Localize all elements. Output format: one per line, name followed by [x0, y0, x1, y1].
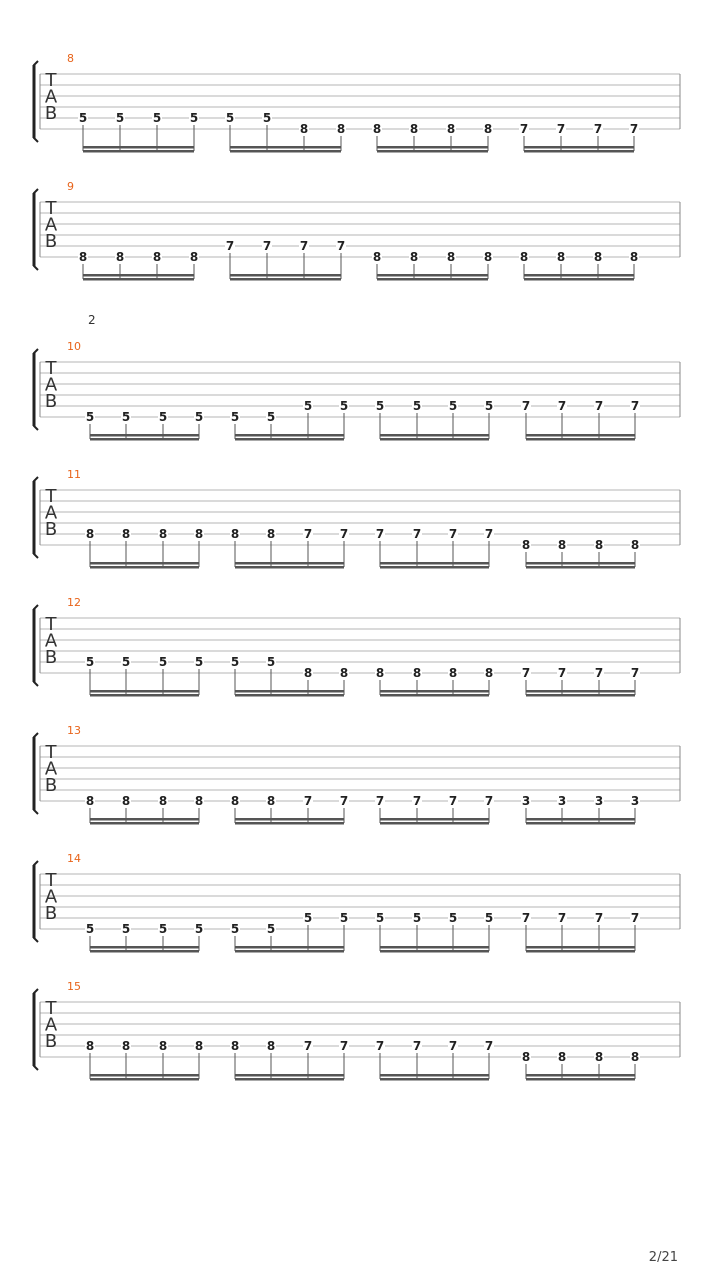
- beam-primary: [380, 818, 489, 821]
- fret-number: 8: [521, 538, 531, 552]
- fret-number: 7: [556, 122, 566, 136]
- beam-secondary: [380, 694, 489, 697]
- tab-clef-letter: T: [45, 486, 57, 507]
- fret-number: 8: [78, 250, 88, 264]
- beam-secondary: [90, 566, 199, 569]
- beam-secondary: [380, 822, 489, 825]
- fret-number: 7: [448, 527, 458, 541]
- fret-number: 7: [303, 794, 313, 808]
- fret-number: 5: [303, 911, 313, 925]
- fret-number: 5: [194, 655, 204, 669]
- fret-number: 8: [85, 527, 95, 541]
- fret-number: 5: [194, 410, 204, 424]
- fret-number: 5: [412, 911, 422, 925]
- fret-number: 5: [448, 399, 458, 413]
- fret-number: 5: [158, 655, 168, 669]
- tab-clef-letter: A: [44, 630, 58, 652]
- tab-clef-letter: B: [44, 647, 58, 668]
- tab-clef-letter: T: [45, 198, 57, 219]
- fret-number: 5: [85, 410, 95, 424]
- beam-primary: [380, 690, 489, 693]
- fret-number: 5: [262, 111, 272, 125]
- fret-number: 7: [448, 794, 458, 808]
- fret-number: 7: [375, 1039, 385, 1053]
- fret-number: 7: [484, 794, 494, 808]
- beam-secondary: [235, 1078, 344, 1081]
- fret-number: 5: [230, 410, 240, 424]
- beam-secondary: [526, 1078, 635, 1081]
- fret-number: 7: [225, 239, 235, 253]
- beam-primary: [230, 146, 341, 149]
- fret-number: 8: [629, 250, 639, 264]
- tab-clef-letter: B: [44, 775, 58, 796]
- fret-number: 7: [303, 527, 313, 541]
- beam-primary: [377, 146, 488, 149]
- beam-primary: [90, 434, 199, 437]
- measure-number: 8: [67, 52, 74, 65]
- tab-clef-letter: A: [44, 214, 58, 236]
- fret-number: 8: [158, 527, 168, 541]
- fret-number: 5: [484, 911, 494, 925]
- fret-number: 5: [484, 399, 494, 413]
- fret-number: 7: [303, 1039, 313, 1053]
- tab-clef-letter: A: [44, 1014, 58, 1036]
- fret-number: 8: [557, 1050, 567, 1064]
- measure-number: 11: [67, 468, 81, 481]
- fret-number: 3: [594, 794, 604, 808]
- fret-number: 8: [336, 122, 346, 136]
- fret-number: 5: [85, 922, 95, 936]
- fret-number: 5: [85, 655, 95, 669]
- beam-secondary: [83, 278, 194, 281]
- fret-number: 5: [266, 655, 276, 669]
- tab-clef-letter: T: [45, 742, 57, 763]
- tab-clef-letter: B: [44, 391, 58, 412]
- beam-primary: [526, 1074, 635, 1077]
- fret-number: 8: [121, 527, 131, 541]
- fret-number: 8: [115, 250, 125, 264]
- beam-primary: [526, 434, 635, 437]
- fret-number: 7: [262, 239, 272, 253]
- fret-number: 8: [194, 1039, 204, 1053]
- fret-number: 8: [339, 666, 349, 680]
- beam-primary: [90, 946, 199, 949]
- fret-number: 5: [339, 399, 349, 413]
- tab-clef-letter: T: [45, 358, 57, 379]
- fret-number: 7: [412, 1039, 422, 1053]
- fret-number: 5: [121, 655, 131, 669]
- fret-number: 7: [521, 666, 531, 680]
- fret-number: 8: [230, 1039, 240, 1053]
- fret-number: 7: [557, 399, 567, 413]
- fret-number: 8: [630, 1050, 640, 1064]
- measure-number: 10: [67, 340, 81, 353]
- fret-number: 5: [78, 111, 88, 125]
- tab-clef-letter: B: [44, 231, 58, 252]
- fret-number: 5: [121, 922, 131, 936]
- page-number: 2/21: [648, 1250, 678, 1265]
- beam-secondary: [230, 150, 341, 153]
- fret-number: 8: [593, 250, 603, 264]
- beam-primary: [380, 1074, 489, 1077]
- fret-number: 8: [121, 794, 131, 808]
- beam-secondary: [524, 150, 634, 153]
- fret-number: 7: [557, 666, 567, 680]
- beam-primary: [235, 818, 344, 821]
- tab-clef-letter: B: [44, 903, 58, 924]
- beam-primary: [526, 818, 635, 821]
- fret-number: 8: [158, 1039, 168, 1053]
- fret-number: 5: [152, 111, 162, 125]
- fret-number: 5: [230, 922, 240, 936]
- beam-secondary: [83, 150, 194, 153]
- fret-number: 5: [375, 911, 385, 925]
- fret-number: 7: [519, 122, 529, 136]
- fret-number: 8: [557, 538, 567, 552]
- fret-number: 5: [194, 922, 204, 936]
- fret-number: 8: [372, 250, 382, 264]
- fret-number: 7: [630, 399, 640, 413]
- fret-number: 7: [339, 527, 349, 541]
- fret-number: 7: [412, 794, 422, 808]
- fret-number: 8: [194, 794, 204, 808]
- beam-secondary: [380, 1078, 489, 1081]
- fret-number: 7: [521, 911, 531, 925]
- fret-number: 8: [446, 250, 456, 264]
- fret-number: 3: [521, 794, 531, 808]
- fret-number: 7: [630, 911, 640, 925]
- tab-clef-letter: T: [45, 998, 57, 1019]
- beam-primary: [235, 1074, 344, 1077]
- fret-number: 7: [521, 399, 531, 413]
- beam-secondary: [526, 694, 635, 697]
- beam-primary: [235, 562, 344, 565]
- beam-primary: [235, 946, 344, 949]
- beam-secondary: [377, 150, 488, 153]
- fret-number: 7: [594, 911, 604, 925]
- tab-clef-letter: A: [44, 502, 58, 524]
- measure-number: 9: [67, 180, 74, 193]
- beam-primary: [90, 690, 199, 693]
- fret-number: 5: [230, 655, 240, 669]
- fret-number: 8: [594, 538, 604, 552]
- beam-primary: [524, 146, 634, 149]
- fret-number: 5: [121, 410, 131, 424]
- fret-number: 8: [409, 122, 419, 136]
- beam-primary: [526, 946, 635, 949]
- beam-secondary: [524, 278, 634, 281]
- beam-primary: [380, 434, 489, 437]
- fret-number: 5: [266, 410, 276, 424]
- beam-secondary: [90, 438, 199, 441]
- fret-number: 8: [266, 794, 276, 808]
- beam-primary: [377, 274, 488, 277]
- fret-number: 5: [189, 111, 199, 125]
- fret-number: 5: [158, 922, 168, 936]
- beam-secondary: [380, 566, 489, 569]
- beam-secondary: [380, 950, 489, 953]
- beam-primary: [526, 562, 635, 565]
- tab-clef-letter: A: [44, 758, 58, 780]
- fret-number: 8: [521, 1050, 531, 1064]
- fret-number: 7: [484, 527, 494, 541]
- beam-primary: [90, 562, 199, 565]
- tab-clef-letter: B: [44, 103, 58, 124]
- fret-number: 8: [409, 250, 419, 264]
- tab-clef-letter: A: [44, 86, 58, 108]
- beam-primary: [83, 274, 194, 277]
- fret-number: 8: [230, 527, 240, 541]
- fret-number: 8: [194, 527, 204, 541]
- measure-number: 13: [67, 724, 81, 737]
- beam-secondary: [230, 278, 341, 281]
- fret-number: 7: [630, 666, 640, 680]
- beam-primary: [235, 434, 344, 437]
- beam-secondary: [90, 1078, 199, 1081]
- beam-secondary: [90, 822, 199, 825]
- tab-clef-letter: A: [44, 374, 58, 396]
- beam-primary: [90, 1074, 199, 1077]
- fret-number: 7: [336, 239, 346, 253]
- fret-number: 5: [448, 911, 458, 925]
- fret-number: 7: [629, 122, 639, 136]
- fret-number: 8: [483, 250, 493, 264]
- fret-number: 8: [303, 666, 313, 680]
- fret-number: 8: [519, 250, 529, 264]
- beam-secondary: [235, 822, 344, 825]
- beam-primary: [235, 690, 344, 693]
- fret-number: 5: [266, 922, 276, 936]
- fret-number: 5: [339, 911, 349, 925]
- fret-number: 7: [593, 122, 603, 136]
- fret-number: 8: [158, 794, 168, 808]
- beam-secondary: [90, 694, 199, 697]
- fret-number: 5: [115, 111, 125, 125]
- beam-primary: [90, 818, 199, 821]
- fret-number: 8: [375, 666, 385, 680]
- fret-number: 7: [594, 399, 604, 413]
- measure-number: 14: [67, 852, 81, 865]
- beam-secondary: [377, 278, 488, 281]
- fret-number: 8: [189, 250, 199, 264]
- fret-number: 8: [556, 250, 566, 264]
- fret-number: 7: [557, 911, 567, 925]
- fret-number: 5: [412, 399, 422, 413]
- fret-number: 5: [375, 399, 385, 413]
- fret-number: 8: [266, 527, 276, 541]
- tab-clef-letter: T: [45, 614, 57, 635]
- fret-number: 7: [448, 1039, 458, 1053]
- beam-primary: [230, 274, 341, 277]
- beam-primary: [380, 946, 489, 949]
- fret-number: 7: [339, 794, 349, 808]
- beam-secondary: [235, 950, 344, 953]
- fret-number: 7: [299, 239, 309, 253]
- fret-number: 7: [375, 794, 385, 808]
- fret-number: 8: [85, 794, 95, 808]
- tab-clef-letter: B: [44, 519, 58, 540]
- fret-number: 8: [448, 666, 458, 680]
- fret-number: 7: [375, 527, 385, 541]
- fret-number: 8: [85, 1039, 95, 1053]
- tab-clef-letter: T: [45, 870, 57, 891]
- fret-number: 8: [121, 1039, 131, 1053]
- fret-number: 8: [412, 666, 422, 680]
- fret-number: 8: [484, 666, 494, 680]
- section-marker: 2: [88, 313, 96, 327]
- beam-secondary: [235, 438, 344, 441]
- fret-number: 5: [303, 399, 313, 413]
- fret-number: 8: [230, 794, 240, 808]
- fret-number: 7: [594, 666, 604, 680]
- beam-primary: [83, 146, 194, 149]
- fret-number: 7: [339, 1039, 349, 1053]
- measure-number: 12: [67, 596, 81, 609]
- fret-number: 8: [152, 250, 162, 264]
- beam-secondary: [526, 950, 635, 953]
- beam-secondary: [526, 438, 635, 441]
- fret-number: 7: [484, 1039, 494, 1053]
- fret-number: 5: [158, 410, 168, 424]
- tab-clef-letter: T: [45, 70, 57, 91]
- beam-secondary: [235, 566, 344, 569]
- tab-clef-letter: A: [44, 886, 58, 908]
- fret-number: 8: [299, 122, 309, 136]
- fret-number: 8: [630, 538, 640, 552]
- measure-number: 15: [67, 980, 81, 993]
- beam-secondary: [526, 566, 635, 569]
- fret-number: 7: [412, 527, 422, 541]
- beam-primary: [526, 690, 635, 693]
- beam-secondary: [90, 950, 199, 953]
- beam-secondary: [526, 822, 635, 825]
- fret-number: 8: [594, 1050, 604, 1064]
- fret-number: 8: [266, 1039, 276, 1053]
- beam-primary: [380, 562, 489, 565]
- fret-number: 5: [225, 111, 235, 125]
- beam-secondary: [235, 694, 344, 697]
- tab-clef-letter: B: [44, 1031, 58, 1052]
- beam-secondary: [380, 438, 489, 441]
- fret-number: 3: [630, 794, 640, 808]
- fret-number: 8: [483, 122, 493, 136]
- fret-number: 3: [557, 794, 567, 808]
- fret-number: 8: [446, 122, 456, 136]
- beam-primary: [524, 274, 634, 277]
- fret-number: 8: [372, 122, 382, 136]
